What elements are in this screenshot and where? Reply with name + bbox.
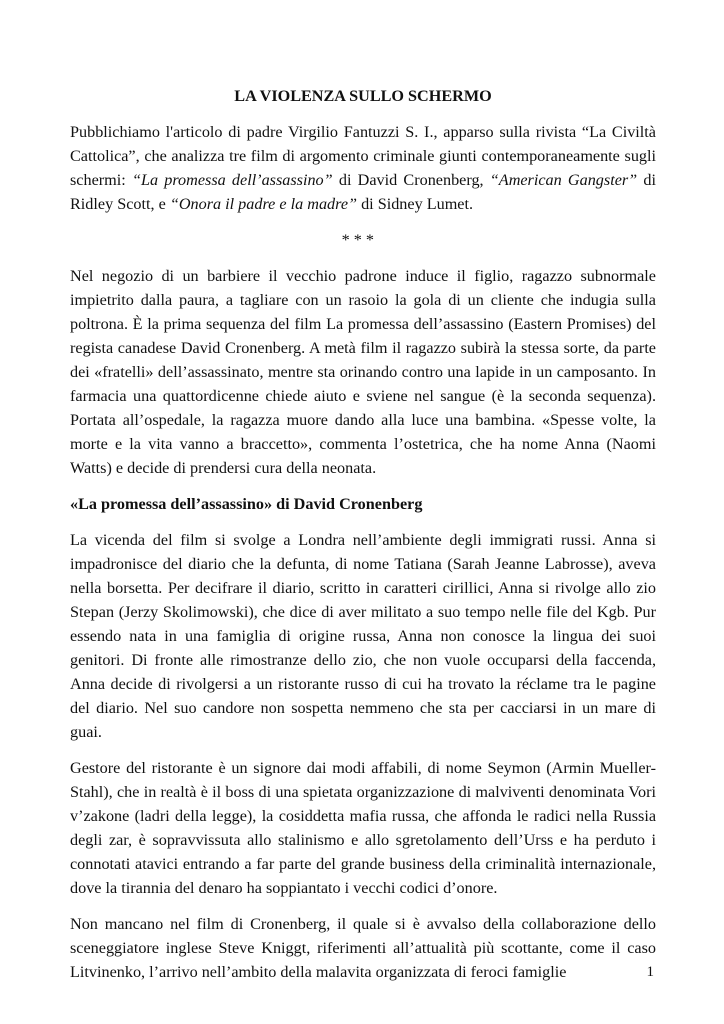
body-paragraph-4: Non mancano nel film di Cronenberg, il quale si è avvalso della collaborazione dello sceneggiatore inglese Steve Kniggt, riferimenti all’attualità più scottante, come il caso Litvinenko, l’arrivo nell’ambito della malavita organizzata di feroci famiglie: [70, 915, 656, 981]
film-title-promessa: “La promessa dell’assassino”: [131, 171, 333, 189]
intro-paragraph: [70, 120, 656, 216]
document-title: LA VIOLENZA SULLO SCHERMO: [234, 87, 492, 105]
intro-text-3: di Ridley Scott, e: [70, 171, 656, 213]
intro-text-2: di David Cronenberg,: [332, 171, 490, 189]
intro-text-1: Pubblichiamo l'articolo di padre Virgilio Fantuzzi S. I., apparso sulla rivista “La Civiltà Cattolica”, che analizza tre film di argomento criminale giunti contemporaneamente sugli schermi:: [70, 123, 656, 189]
film-title-american-gangster: “American Gangster”: [489, 171, 638, 189]
document-page: [70, 84, 656, 996]
section-heading: «La promessa dell’assassino» di David Cronenberg: [70, 495, 423, 513]
body-paragraph-2: La vicenda del film si svolge a Londra nell’ambiente degli immigrati russi. Anna si impadronisce del diario che la defunta, di nome Tatiana (Sarah Jeanne Labrosse), aveva nella borsetta. Per decifrare il diario, scritto in caratteri cirillici, Anna si rivolge allo zio Stepan (Jerzy Skolimowski), che dice di aver militato a suo tempo nelle file del Kgb. Pur essendo nata in una famiglia di origine russa, Anna non conosce la lingua dei suoi genitori. Di fronte alle rimostranze dello zio, che non vuole occuparsi della faccenda, Anna decide di rivolgersi a un ristorante russo di cui ha trovato la réclame tra le pagine del diario. Nel suo candore non sospetta nemmeno che sta per cacciarsi in un mare di guai.: [70, 531, 656, 741]
body-paragraph-3: Gestore del ristorante è un signore dai modi affabili, di nome Seymon (Armin Mueller-Stahl), che in realtà è il boss di una spietata organizzazione di malviventi denominata Vori v’zakone (ladri della legge), la cosiddetta mafia russa, che affonda le radici nella Russia degli zar, è sopravvissuta allo stalinismo e allo sgretolamento dell’Urss e ha perduto i connotati atavici entrando a far parte del grande business della criminalità internazionale, dove la tirannia del denaro ha soppiantato i vecchi codici d’onore.: [70, 759, 656, 897]
body-paragraph-1: Nel negozio di un barbiere il vecchio padrone induce il figlio, ragazzo subnormale impietrito dalla paura, a tagliare con un rasoio la gola di un cliente che indugia sulla poltrona. È la prima sequenza del film La promessa dell’assassino (Eastern Promises) del regista canadese David Cronenberg. A metà film il ragazzo subirà la stessa sorte, da parte dei «fratelli» dell’assassinato, mentre sta orinando contro una lapide in un camposanto. In farmacia una quattordicenne chiede aiuto e sviene nel sangue (è la seconda sequenza). Portata all’ospedale, la ragazza muore dando alla luce una bambina. «Spesse volte, la morte e la vita vanno a braccetto», commenta l’ostetrica, che ha nome Anna (Naomi Watts) e decide di prendersi cura della neonata.: [70, 267, 656, 477]
page-number: 1: [646, 964, 654, 980]
section-separator: * * *: [341, 231, 374, 249]
film-title-onora: “Onora il padre e la madre”: [169, 195, 358, 213]
intro-text-4: di Sidney Lumet.: [357, 195, 474, 213]
